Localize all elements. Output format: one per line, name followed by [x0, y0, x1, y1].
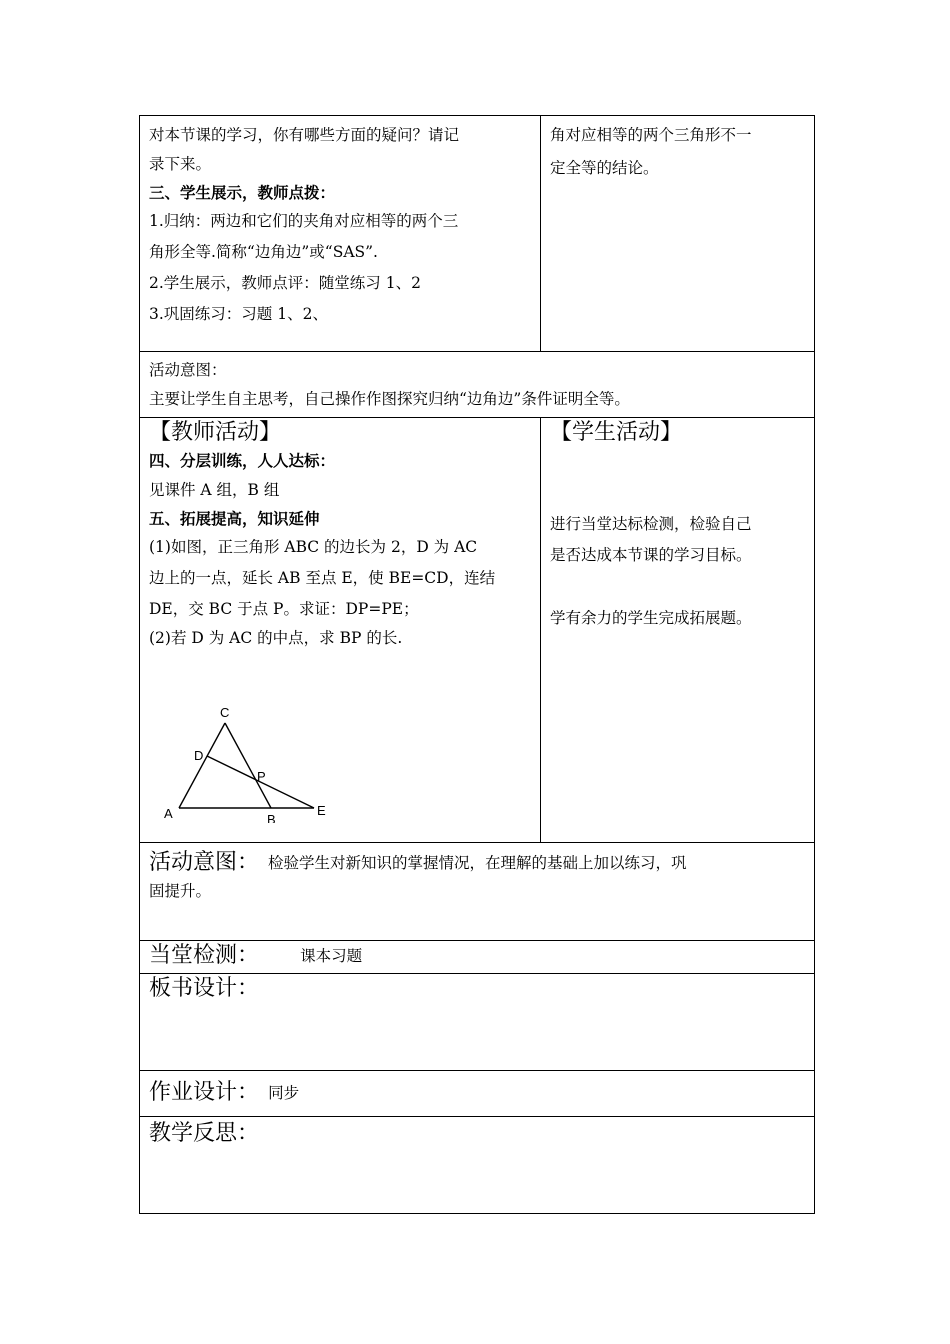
summary-line-2: 角形全等.简称“边角边”或“SAS”. — [149, 243, 378, 261]
intent-2-text-2: 固提升。 — [149, 882, 212, 900]
student-activity-title: 【学生活动】 — [550, 420, 683, 445]
question-line-1: 对本节课的学习，你有哪些方面的疑问？请记 — [149, 126, 460, 144]
board-label: 板书设计： — [149, 976, 260, 1001]
question-line-2: 录下来。 — [149, 155, 212, 173]
problem-2: (2)若 D 为 AC 的中点，求 BP 的长. — [149, 629, 403, 647]
summary-line-1: 1.归纳：两边和它们的夹角对应相等的两个三 — [149, 212, 459, 230]
student-activity-cell — [550, 418, 810, 842]
heading-extension: 五、拓展提高，知识延伸 — [149, 509, 320, 528]
conclusion-line-1: 角对应相等的两个三角形不一 — [550, 126, 752, 144]
row-homework — [140, 1071, 814, 1117]
item-3: 3.巩固练习：习题 1、2、 — [149, 305, 328, 323]
intent-label: 活动意图： — [149, 361, 227, 379]
problem-1-line-1: (1)如图，正三角形 ABC 的边长为 2，D 为 AC — [149, 538, 478, 556]
row-check — [140, 941, 814, 974]
teacher-activity-cell — [149, 418, 535, 842]
label-B: B — [267, 812, 276, 823]
row-reflection — [140, 1117, 814, 1213]
student-task-line-2: 是否达成本节课的学习目标。 — [550, 546, 752, 564]
teacher-activity-title: 【教师活动】 — [149, 420, 282, 445]
intent-text: 主要让学生自主思考，自己操作作图探究归纳“边角边”条件证明全等。 — [149, 390, 630, 408]
cell-right — [550, 116, 810, 351]
row-student-display — [140, 116, 814, 352]
student-task-line-1: 进行当堂达标检测，检验自己 — [550, 515, 752, 533]
label-A: A — [164, 806, 173, 821]
heading-student-display: 三、学生展示，教师点拨： — [149, 183, 336, 202]
row-board — [140, 974, 814, 1071]
homework-value: 同步 — [268, 1084, 300, 1102]
heading-layered-training: 四、分层训练，人人达标： — [149, 451, 336, 470]
row-intent-2 — [140, 843, 814, 941]
problem-1-line-2: 边上的一点，延长 AB 至点 E，使 BE=CD，连结 — [149, 569, 496, 587]
lesson-plan-table — [139, 115, 815, 1214]
check-value: 课本习题 — [300, 947, 363, 965]
side-AC — [179, 723, 225, 808]
item-2: 2.学生展示，教师点评：随堂练习 1、2 — [149, 274, 421, 292]
triangle-figure — [154, 703, 354, 823]
label-E: E — [317, 803, 326, 818]
cell-left — [149, 116, 535, 351]
intent-2-label: 活动意图： — [149, 850, 260, 875]
intent-2-text-1: 检验学生对新知识的掌握情况，在理解的基础上加以练习，巩 — [267, 854, 687, 872]
problem-1-line-3: DE，交 BC 于点 P。求证：DP=PE； — [149, 600, 419, 618]
groups-line: 见课件 A 组，B 组 — [149, 481, 280, 499]
conclusion-line-2: 定全等的结论。 — [550, 159, 659, 177]
reflection-label: 教学反思： — [149, 1121, 260, 1146]
label-P: P — [257, 769, 266, 784]
row-activities — [140, 418, 814, 843]
label-D: D — [194, 748, 204, 763]
label-C: C — [220, 705, 230, 720]
homework-label: 作业设计： — [149, 1080, 260, 1105]
check-label: 当堂检测： — [149, 943, 260, 968]
student-extra: 学有余力的学生完成拓展题。 — [550, 609, 752, 627]
row-intent-1 — [140, 352, 814, 418]
side-CB — [225, 723, 271, 808]
